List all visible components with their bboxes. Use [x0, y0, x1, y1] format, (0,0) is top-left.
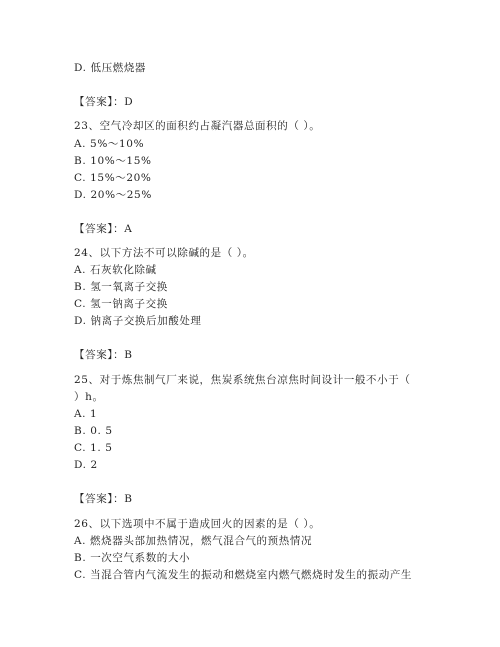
option-23-c: C. 15%～20% [74, 172, 152, 184]
option-24-b: B. 氢一氧离子交换 [74, 281, 168, 293]
option-26-b: B. 一次空气系数的大小 [74, 552, 191, 564]
option-25-d: D. 2 [74, 459, 98, 471]
option-23-a: A. 5%～10% [74, 138, 145, 150]
option-25-b: B. 0. 5 [74, 425, 113, 437]
question-25-line-1: 25、对于炼焦制气厂来说，焦炭系统焦台凉焦时间设计一般不小于（ [74, 374, 411, 386]
option-24-a: A. 石灰软化除碱 [74, 264, 157, 276]
option-24-c: C. 氢一钠离子交换 [74, 298, 168, 310]
option-d-low-pressure-burner: D. 低压燃烧器 [74, 62, 147, 74]
option-26-c: C. 当混合管内气流发生的振动和燃烧室内燃气燃烧时发生的振动产生 [74, 569, 413, 581]
option-23-d: D. 20%～25% [74, 189, 152, 201]
answer-q24: 【答案】：B [74, 349, 133, 361]
answer-q25: 【答案】：B [74, 493, 133, 505]
answer-q22: 【答案】：D [74, 96, 134, 108]
option-26-a: A. 燃烧器头部加热情况，燃气混合气的预热情况 [74, 535, 313, 547]
option-25-c: C. 1. 5 [74, 442, 113, 454]
question-26: 26、以下选项中不属于造成回火的因素的是（ ）。 [74, 518, 321, 530]
option-24-d: D. 钠离子交换后加酸处理 [74, 315, 202, 327]
question-24: 24、以下方法不可以除碱的是（ ）。 [74, 247, 254, 259]
option-23-b: B. 10%～15% [74, 155, 152, 167]
question-25-line-2: ）h。 [74, 391, 104, 403]
question-23: 23、空气冷却区的面积约占凝汽器总面积的（ ）。 [74, 120, 321, 132]
option-25-a: A. 1 [74, 408, 98, 420]
answer-q23: 【答案】：A [74, 223, 133, 235]
